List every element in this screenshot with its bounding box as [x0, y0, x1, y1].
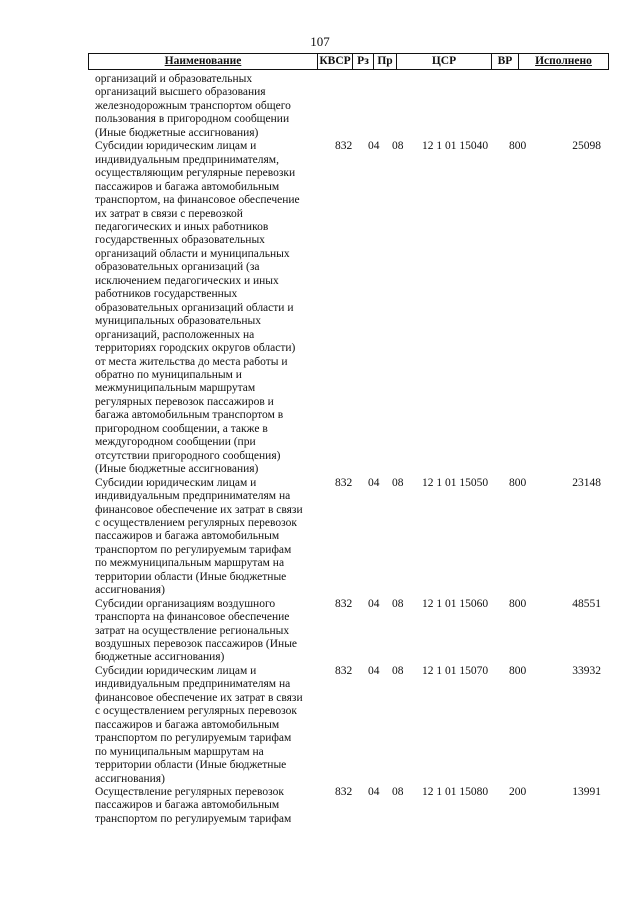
page-number: 107 — [310, 34, 330, 49]
row-executed: 23148 — [572, 476, 601, 489]
row-name: Субсидии юридическим лицам и индивидуальным предпринимателям, осуществляющим регулярные перевозки пассажиров и багажа автомобильным транспортом, на финансовое обеспечение их затрат в связи с перевозкой педагогических и иных работников государственных образовательных организаций области и муниципальных образовательных организаций (за исключением педагогических и иных работников государственных образовательных организаций области и муниципальных образовательных организаций, расположенных на территориях городских округов области) от места жительства до места работы и обратно по муниципальным и межмуниципальным маршрутам регулярных перевозок пассажиров и багажа автомобильным транспортом в пригородном сообщении, а также в междугородном сообщении (при отсутствии пригородного сообщения) (Иные бюджетные ассигнования) — [95, 140, 300, 476]
header-kvsr: КВСР — [318, 54, 353, 69]
row-csr: 12 1 01 15070 — [422, 664, 489, 677]
row-executed: 33932 — [572, 664, 601, 677]
row-rz: 04 — [368, 664, 380, 677]
row-executed: 25098 — [572, 140, 601, 153]
header-rz: Рз — [353, 54, 374, 69]
row-vr: 200 — [509, 786, 527, 799]
row-pr: 08 — [392, 597, 404, 610]
row-name: Осуществление регулярных перевозок пассажиров и багажа автомобильным транспортом по регулируемым тарифам — [95, 786, 292, 825]
row-pr: 08 — [392, 476, 404, 489]
row-name: Субсидии организациям воздушного транспорта на финансовое обеспечение затрат на осуществление региональных воздушных перевозок пассажиров (Иные бюджетные ассигнования) — [95, 597, 298, 664]
row-csr: 12 1 01 15080 — [422, 786, 489, 799]
row-kvsr: 832 — [335, 664, 353, 677]
header-pr: Пр — [374, 54, 397, 69]
row-csr: 12 1 01 15050 — [422, 476, 489, 489]
row-rz: 04 — [368, 597, 380, 610]
header-csr: ЦСР — [397, 54, 492, 69]
row-name: организаций и образовательных организаций высшего образования железнодорожным транспортом общего пользования в пригородном сообщении (Иные бюджетные ассигнования) — [95, 73, 291, 139]
row-csr: 12 1 01 15040 — [422, 140, 489, 153]
row-vr: 800 — [509, 140, 527, 153]
row-vr: 800 — [509, 664, 527, 677]
table-row — [95, 786, 609, 826]
table-row — [95, 665, 609, 786]
table-header — [88, 53, 609, 70]
table-row — [95, 477, 609, 598]
header-name: Наименование — [88, 54, 318, 69]
row-kvsr: 832 — [335, 597, 353, 610]
table-body — [95, 73, 609, 826]
row-rz: 04 — [368, 786, 380, 799]
row-vr: 800 — [509, 597, 527, 610]
row-executed: 48551 — [572, 597, 601, 610]
row-pr: 08 — [392, 664, 404, 677]
row-csr: 12 1 01 15060 — [422, 597, 489, 610]
row-name: Субсидии юридическим лицам и индивидуальным предпринимателям на финансовое обеспечение их затрат в связи с осуществлением регулярных перевозок пассажиров и багажа автомобильным транспортом по регулируемым тарифам по муниципальным маршрутам на территории области (Иные бюджетные ассигнования) — [95, 664, 303, 785]
row-executed: 13991 — [572, 786, 601, 799]
row-pr: 08 — [392, 140, 404, 153]
header-executed: Исполнено — [519, 54, 609, 69]
table-row — [95, 73, 609, 140]
row-kvsr: 832 — [335, 476, 353, 489]
row-pr: 08 — [392, 786, 404, 799]
row-kvsr: 832 — [335, 786, 353, 799]
table-row — [95, 598, 609, 665]
row-vr: 800 — [509, 476, 527, 489]
row-name: Субсидии юридическим лицам и индивидуальным предпринимателям на финансовое обеспечение их затрат в связи с осуществлением регулярных перевозок пассажиров и багажа автомобильным транспортом по регулируемым тарифам по межмуниципальным маршрутам на территории области (Иные бюджетные ассигнования) — [95, 476, 303, 597]
row-kvsr: 832 — [335, 140, 353, 153]
row-rz: 04 — [368, 140, 380, 153]
table-row — [95, 140, 609, 476]
header-vr: ВР — [492, 54, 519, 69]
row-rz: 04 — [368, 476, 380, 489]
